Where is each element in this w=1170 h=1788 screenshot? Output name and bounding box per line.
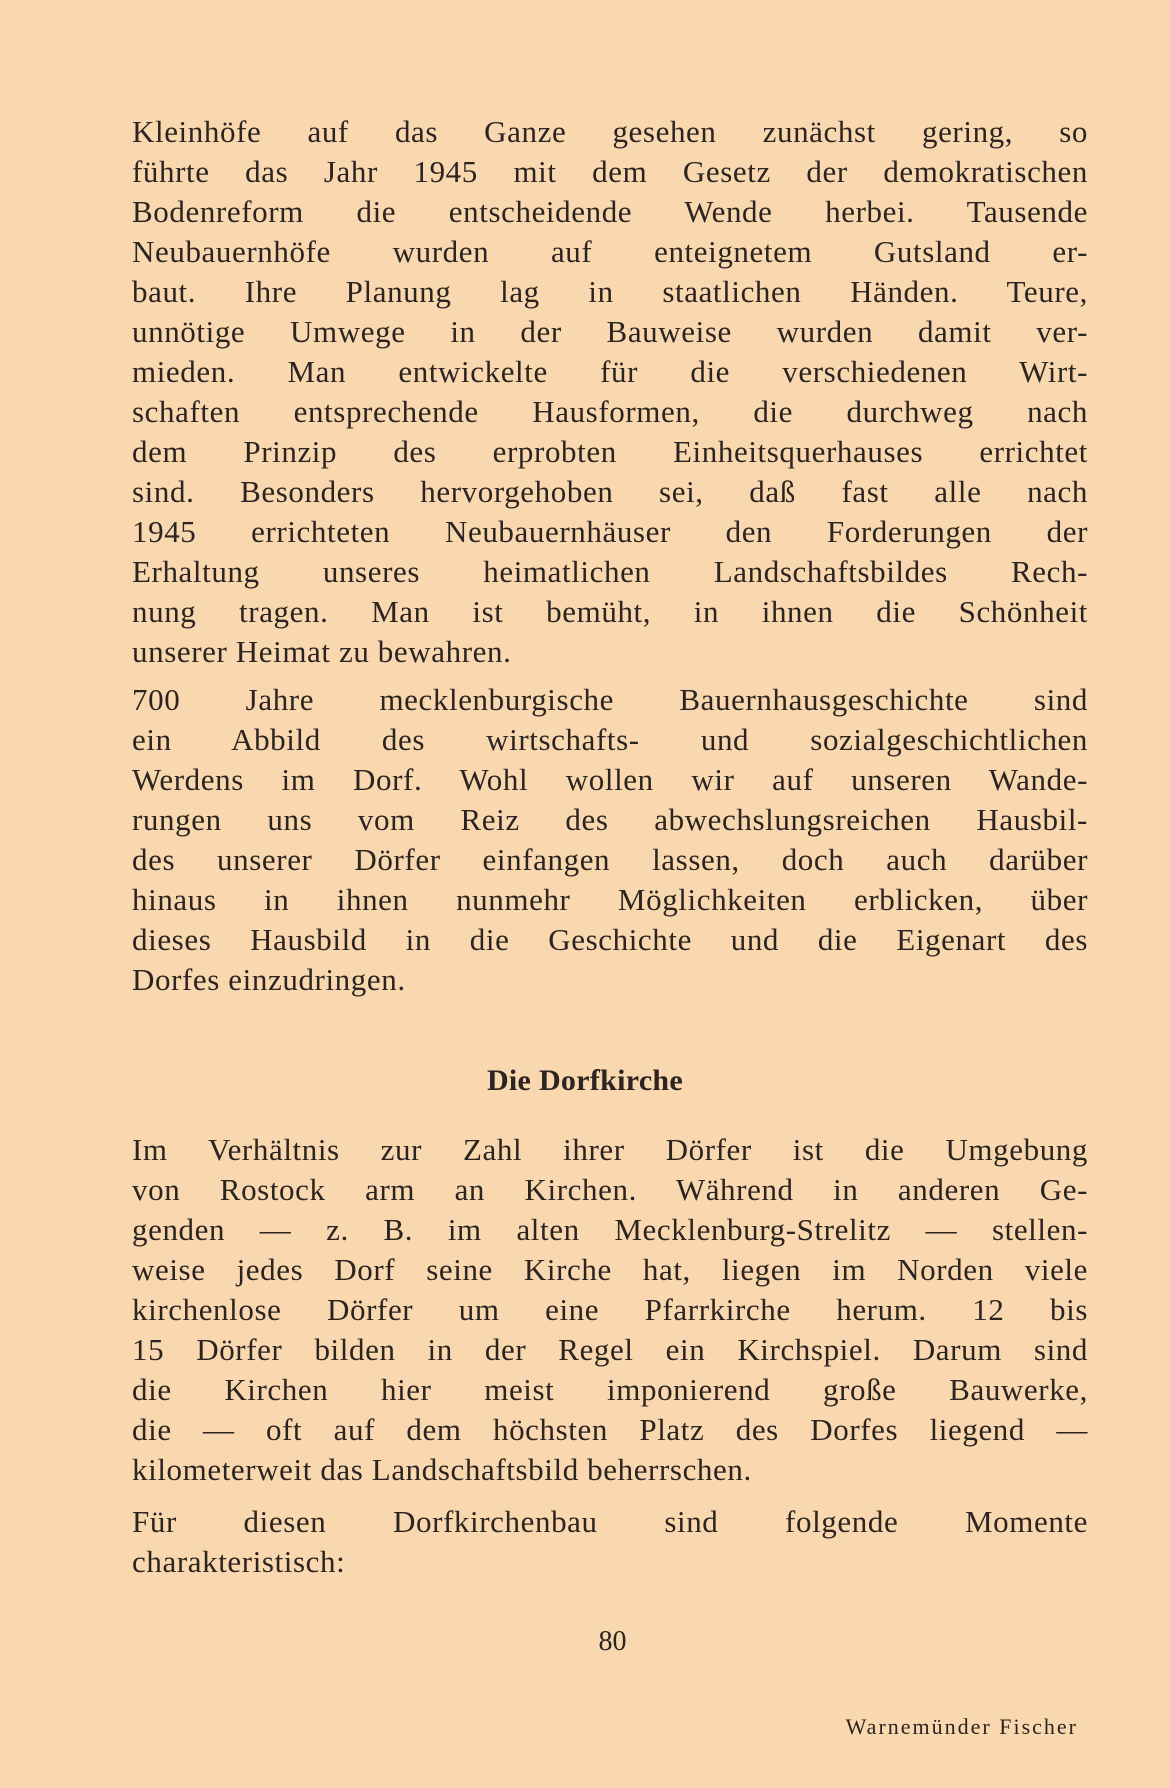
text-line: Werdens im Dorf. Wohl wollen wir auf unseren Wande- (132, 762, 1088, 797)
page-number: 80 (598, 1626, 627, 1657)
text-line: dieses Hausbild in die Geschichte und die Eigenart des (132, 922, 1088, 957)
text-line: Kleinhöfe auf das Ganze gesehen zunächst gering, so (132, 114, 1088, 149)
section-heading: Die Dorfkirche (486, 1064, 684, 1097)
text-line: dem Prinzip des erprobten Einheitsquerhauses errichtet (132, 434, 1088, 469)
text-line: Bodenreform die entscheidende Wende herbei. Tausende (132, 194, 1088, 229)
text-line: mieden. Man entwickelte für die verschiedenen Wirt- (132, 354, 1088, 389)
text-line: Erhaltung unseres heimatlichen Landschaftsbildes Rech- (132, 554, 1088, 589)
text-line: baut. Ihre Planung lag in staatlichen Händen. Teure, (132, 274, 1088, 309)
text-line: die — oft auf dem höchsten Platz des Dorfes liegend — (132, 1412, 1088, 1447)
text-line: des unserer Dörfer einfangen lassen, doch auch darüber (132, 842, 1088, 877)
text-line: nung tragen. Man ist bemüht, in ihnen die Schönheit (132, 594, 1088, 629)
text-line: die Kirchen hier meist imponierend große Bauwerke, (132, 1372, 1088, 1407)
paragraph-momente (132, 1502, 1088, 1582)
text-line: ein Abbild des wirtschafts- und sozialgeschichtlichen (132, 722, 1088, 757)
text-line: hinaus in ihnen nunmehr Möglichkeiten erblicken, über (132, 882, 1088, 917)
text-line: führte das Jahr 1945 mit dem Gesetz der demokratischen (132, 154, 1088, 189)
footer-caption: Warnemünder Fischer (845, 1714, 1078, 1739)
text-line: kilometerweit das Landschaftsbild beherrschen. (132, 1452, 752, 1487)
text-line: Neubauernhöfe wurden auf enteignetem Gutsland er- (132, 234, 1088, 269)
paragraph-bauernhausgeschichte (132, 680, 1088, 1000)
text-line: genden — z. B. im alten Mecklenburg-Strelitz — stellen- (132, 1212, 1088, 1247)
text-line: rungen uns vom Reiz des abwechslungsreichen Hausbil- (132, 802, 1088, 837)
text-line: Im Verhältnis zur Zahl ihrer Dörfer ist die Umgebung (132, 1132, 1088, 1167)
text-line: unnötige Umwege in der Bauweise wurden damit ver- (132, 314, 1088, 349)
text-line: charakteristisch: (132, 1544, 346, 1579)
text-line: 1945 errichteten Neubauernhäuser den Forderungen der (132, 514, 1088, 549)
text-line: schaften entsprechende Hausformen, die durchweg nach (132, 394, 1088, 429)
text-line: unserer Heimat zu bewahren. (132, 634, 512, 669)
text-line: von Rostock arm an Kirchen. Während in anderen Ge- (132, 1172, 1088, 1207)
text-line: Dorfes einzudringen. (132, 962, 406, 997)
text-line: Für diesen Dorfkirchenbau sind folgende Momente (132, 1504, 1088, 1539)
text-line: weise jedes Dorf seine Kirche hat, liegen im Norden viele (132, 1252, 1088, 1287)
paragraph-dorfkirche (132, 1130, 1088, 1490)
text-line: kirchenlose Dörfer um eine Pfarrkirche herum. 12 bis (132, 1292, 1088, 1327)
paragraph-bodenreform (132, 112, 1088, 672)
text-line: sind. Besonders hervorgehoben sei, daß fast alle nach (132, 474, 1088, 509)
text-line: 15 Dörfer bilden in der Regel ein Kirchspiel. Darum sind (132, 1332, 1088, 1367)
text-line: 700 Jahre mecklenburgische Bauernhausgeschichte sind (132, 682, 1088, 717)
